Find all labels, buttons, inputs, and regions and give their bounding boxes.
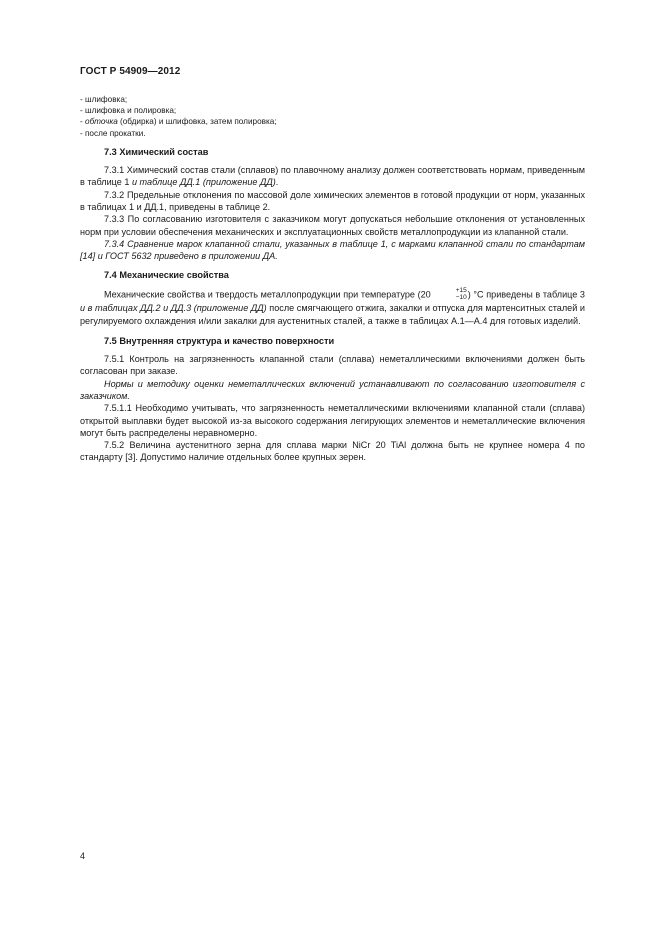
list-item-prefix: - [80,117,86,127]
paragraph-text: Необходимо учитывать, что загрязненность неметаллическими включениями клапанной стали (сплава) открытой выплавки будет высокой из-за высокого содержания легирующих элементов и неметаллические включения могут быть распределены неравномерно. [80,403,585,438]
paragraph-text: Контроль на загрязненность клапанной стали (сплава) неметаллическими включениями должен быть согласован при заказе. [80,354,585,377]
section-heading-7-5: 7.5 Внутренняя структура и качество поверхности [104,335,335,346]
paragraph-text: По согласованию изготовителя с заказчиком могут допускаться небольшие отклонения от установленных норм при условии обеспечения механических и эксплуатационных свойств металлопродукции из клапанной стали. [80,214,585,237]
list-item: - после прокатки. [80,128,146,138]
list-item [80,116,585,127]
list-item-rest: (обдирка) и шлифовка, затем полировка; [117,117,277,127]
paragraph-text: Механические свойства и твердость металлопродукции при температуре (20 [104,289,431,300]
document-body [80,94,585,464]
clause-number: 7.3.3 [104,214,125,225]
paragraph-7-3-4: 7.3.4 Сравнение марок клапанной стали, указанных в таблице 1, с марками клапанной стали по стандартам [14] и ГОСТ 5632 приведено в приложении ДА. [80,238,585,262]
paragraph-italic: и таблице ДД.1 (приложение ДД) [131,177,276,188]
paragraph-text-end: после смягчающего отжига, закалки и отпуска для мартенситных сталей и регулируемого охлаждения и/или закалки для аустенитных сталей, а также в таблицах А.1—А.4 для готовых изделий. [80,302,585,326]
clause-number: 7.5.1 [104,354,125,365]
page-number: 4 [80,851,86,861]
tolerance-lower: −10 [455,293,467,301]
list-item: - шлифовка; [80,95,128,104]
list-item: - шлифовка и полировка; [80,106,177,116]
paragraph-text-mid: ) °С приведены в таблице 3 [467,289,585,300]
paragraph-italic: и в таблицах ДД.2 и ДД.3 (приложение ДД) [80,302,267,313]
paragraph-text: Предельные отклонения по массовой доле химических элементов в готовой продукции от норм, указанных в таблицах 1 и ДД.1, приведены в таблице 2. [80,189,585,212]
paragraph-7-4 [80,288,585,328]
paragraph-7-3-3 [80,213,585,238]
tolerance-upper: +15 [455,286,467,294]
paragraph-7-5-1-1 [80,402,585,439]
paragraph-text: Химический состав стали (сплавов) по плавочному анализу должен соответствовать нормам, приведенным в таблице 1 [80,165,585,188]
clause-number: 7.5.2 [104,440,125,451]
paragraph-7-5-1 [80,353,585,378]
clause-number: 7.5.1.1 [104,403,132,414]
section-heading-7-3: 7.3 Химический состав [104,146,209,157]
paragraph-7-3-2 [80,189,585,214]
list-item-italic: обточка [85,117,118,127]
clause-number: 7.3.2 [104,189,125,200]
paragraph-7-3-1 [80,164,585,189]
document-header: ГОСТ Р 54909—2012 [80,66,181,77]
section-heading-7-4: 7.4 Механические свойства [104,270,229,281]
paragraph-end: . [275,177,279,188]
temperature-tolerance [432,287,467,301]
paragraph-7-5-2 [80,439,585,464]
paragraph-text: Величина аустенитного зерна для сплава марки NiCr 20 TiAl должна быть не крупнее номера 4 по стандарту [3]. Допустимо наличие отдельных более крупных зерен. [80,440,585,463]
clause-number: 7.3.1 [104,165,125,176]
paragraph-7-5-1-note: Нормы и методику оценки неметаллических включений устанавливают по согласованию изготовителя с заказчиком. [80,378,585,401]
